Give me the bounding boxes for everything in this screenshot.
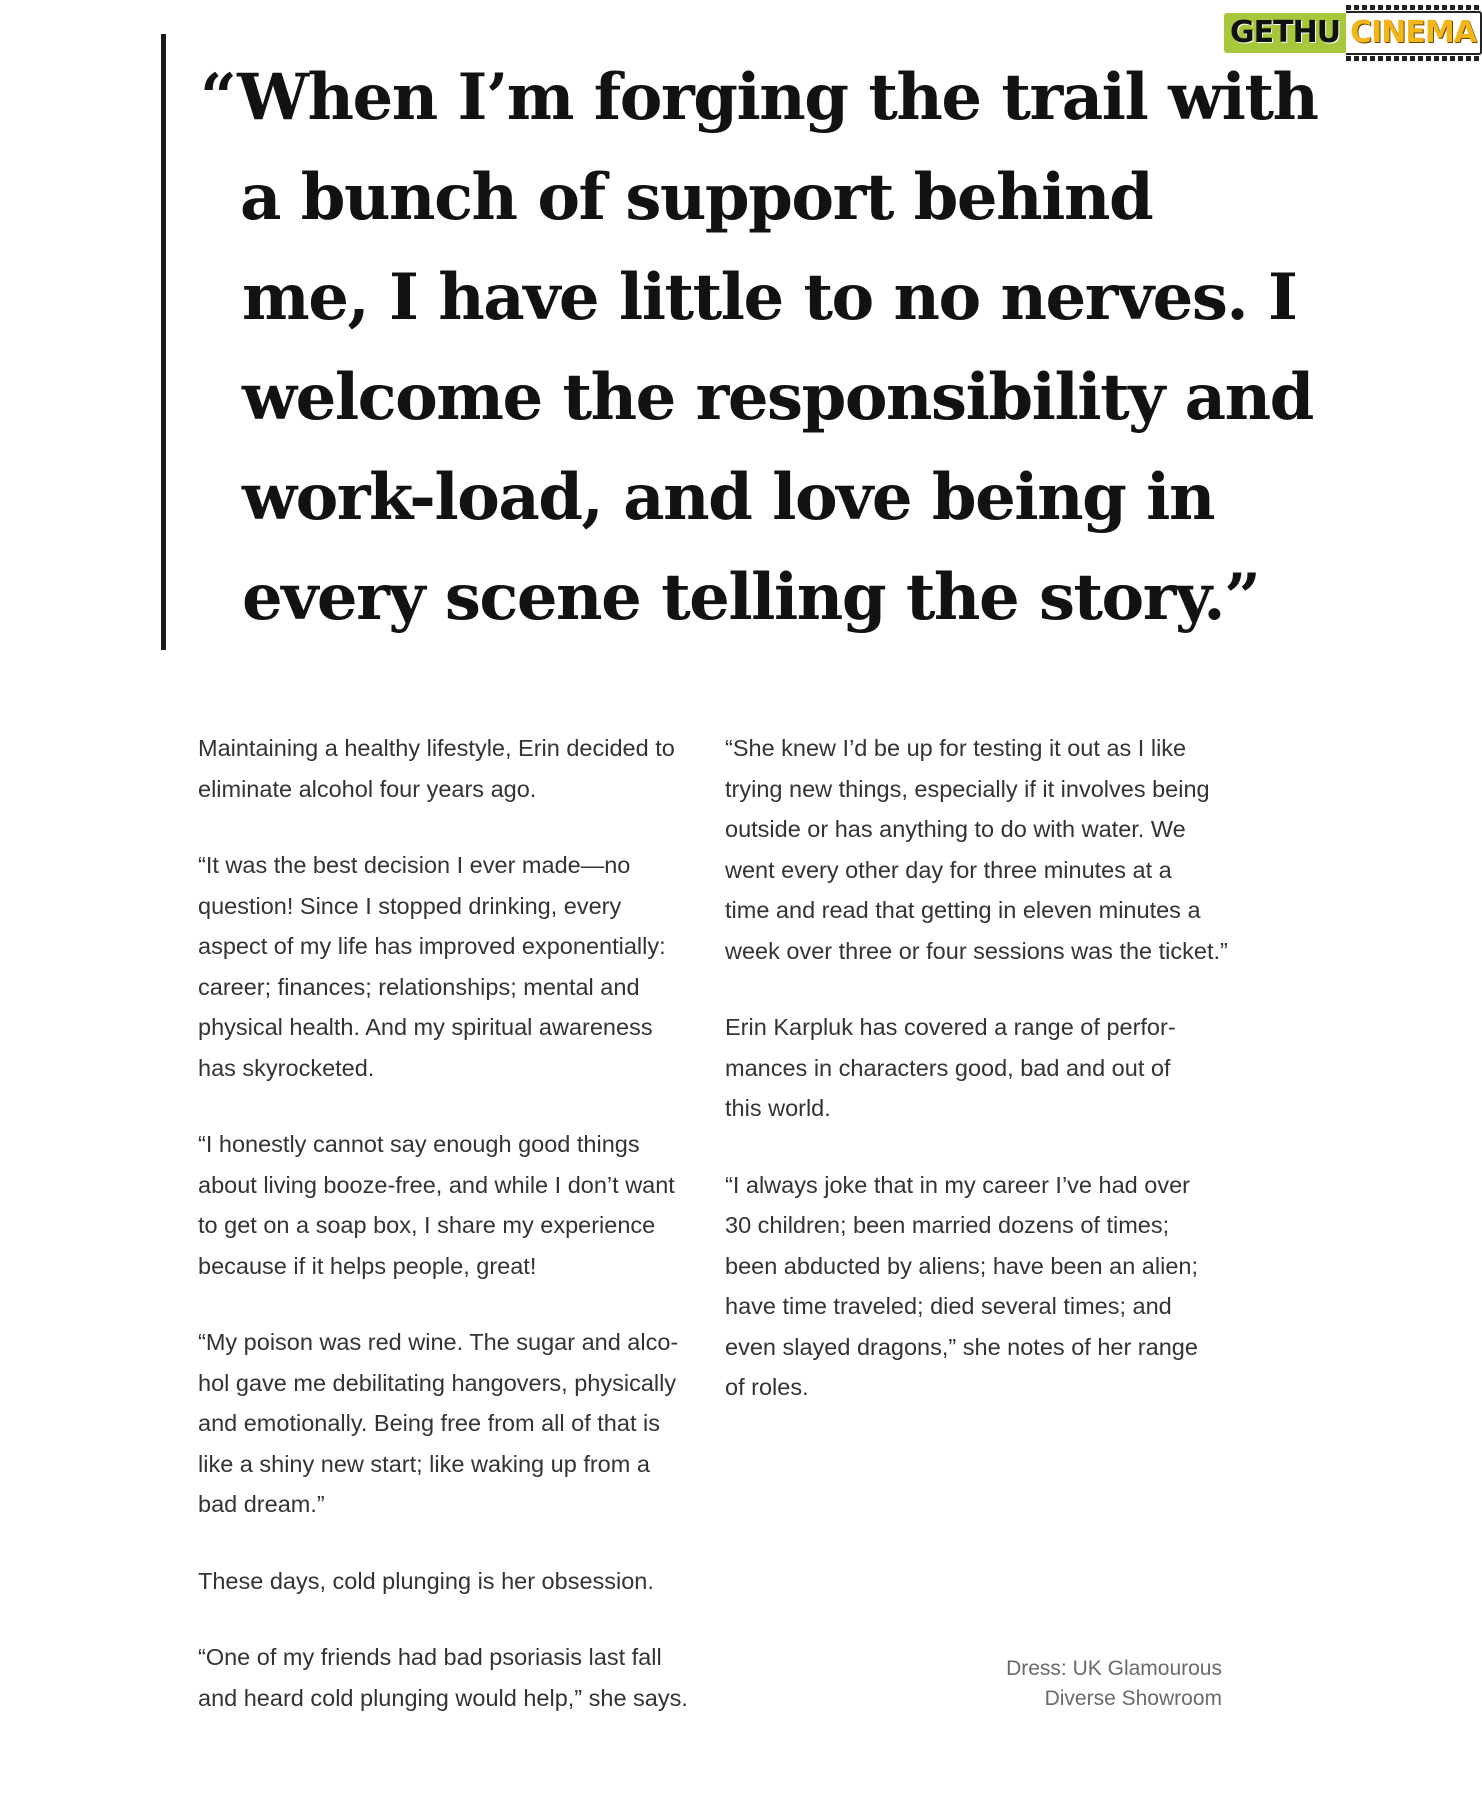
pull-quote-rule bbox=[161, 34, 166, 650]
text-line: “I honestly cannot say enough good things bbox=[198, 1131, 640, 1157]
text-line: week over three or four sessions was the ticket.” bbox=[725, 937, 1228, 964]
text-line: physical health. And my spiritual awareness bbox=[198, 1014, 653, 1040]
film-strip-icon bbox=[1346, 56, 1480, 61]
pull-quote-line: me, I have little to no nerves. I bbox=[242, 260, 1297, 335]
text-line: Maintaining a healthy lifestyle, Erin decided to bbox=[198, 735, 675, 761]
pull-quote bbox=[200, 48, 1318, 648]
text-line: and heard cold plunging would help,” she says. bbox=[198, 1684, 688, 1711]
article-paragraph bbox=[725, 1165, 1245, 1408]
text-line: of roles. bbox=[725, 1374, 809, 1400]
article-paragraph bbox=[198, 728, 718, 809]
credit-line: Diverse Showroom bbox=[1044, 1687, 1222, 1710]
article-paragraph bbox=[198, 1637, 718, 1718]
article-paragraph bbox=[725, 1007, 1245, 1129]
article-paragraph bbox=[198, 1124, 718, 1286]
text-line: career; finances; relationships; mental and bbox=[198, 973, 640, 1000]
article-column-right bbox=[725, 728, 1245, 1444]
text-line: about living booze-free, and while I don’t want bbox=[198, 1171, 675, 1198]
text-line: eliminate alcohol four years ago. bbox=[198, 775, 537, 802]
pull-quote-line: a bunch of support behind bbox=[240, 160, 1153, 235]
text-line: “I always joke that in my career I’ve had over bbox=[725, 1171, 1190, 1198]
text-line: went every other day for three minutes at a bbox=[725, 856, 1172, 883]
pull-quote-line: “When I’m forging the trail with bbox=[200, 60, 1318, 135]
text-line: has skyrocketed. bbox=[198, 1054, 375, 1081]
pull-quote-line: work-load, and love being in bbox=[242, 460, 1214, 535]
article-paragraph bbox=[198, 845, 718, 1088]
text-line: “She knew I’d be up for testing it out as I like bbox=[725, 735, 1187, 761]
pull-quote-line: welcome the responsibility and bbox=[242, 360, 1313, 435]
article-paragraph bbox=[725, 728, 1245, 971]
film-strip-icon bbox=[1346, 5, 1480, 10]
text-line: have time traveled; died several times; and bbox=[725, 1293, 1172, 1319]
text-line: and emotionally. Being free from all of that is bbox=[198, 1410, 660, 1436]
article-column-left bbox=[198, 728, 718, 1754]
text-line: “My poison was red wine. The sugar and alco- bbox=[198, 1329, 679, 1355]
text-line: because if it helps people, great! bbox=[198, 1252, 537, 1279]
text-line: mances in characters good, bad and out of bbox=[725, 1054, 1171, 1081]
text-line: hol gave me debilitating hangovers, physically bbox=[198, 1369, 677, 1396]
text-line: time and read that getting in eleven minutes a bbox=[725, 897, 1201, 923]
logo-text-cinema bbox=[1346, 11, 1482, 55]
text-line: question! Since I stopped drinking, every bbox=[198, 892, 622, 919]
logo-cinema-label: CINEMA bbox=[1350, 15, 1476, 50]
credit-line: Dress: UK Glamourous bbox=[1006, 1657, 1222, 1680]
gethu-cinema-logo bbox=[1224, 8, 1476, 58]
photo-credit bbox=[1006, 1654, 1222, 1714]
text-line: aspect of my life has improved exponentially: bbox=[198, 933, 666, 959]
text-line: These days, cold plunging is her obsession. bbox=[198, 1567, 654, 1594]
text-line: outside or has anything to do with water. We bbox=[725, 816, 1186, 842]
text-line: to get on a soap box, I share my experience bbox=[198, 1212, 656, 1238]
text-line: “It was the best decision I ever made—no bbox=[198, 852, 631, 878]
article-paragraph bbox=[198, 1322, 718, 1525]
text-line: “One of my friends had bad psoriasis last fall bbox=[198, 1644, 662, 1670]
text-line: like a shiny new start; like waking up from a bbox=[198, 1450, 650, 1477]
text-line: bad dream.” bbox=[198, 1491, 325, 1517]
text-line: even slayed dragons,” she notes of her range bbox=[725, 1333, 1198, 1360]
article-paragraph bbox=[198, 1561, 718, 1602]
pull-quote-line: every scene telling the story.” bbox=[242, 560, 1260, 635]
text-line: this world. bbox=[725, 1095, 831, 1121]
text-line: trying new things, especially if it involves being bbox=[725, 775, 1210, 802]
text-line: 30 children; been married dozens of times; bbox=[725, 1212, 1170, 1238]
text-line: Erin Karpluk has covered a range of perfor- bbox=[725, 1014, 1176, 1040]
logo-text-gethu: GETHU bbox=[1224, 13, 1346, 53]
text-line: been abducted by aliens; have been an alien; bbox=[725, 1252, 1198, 1279]
